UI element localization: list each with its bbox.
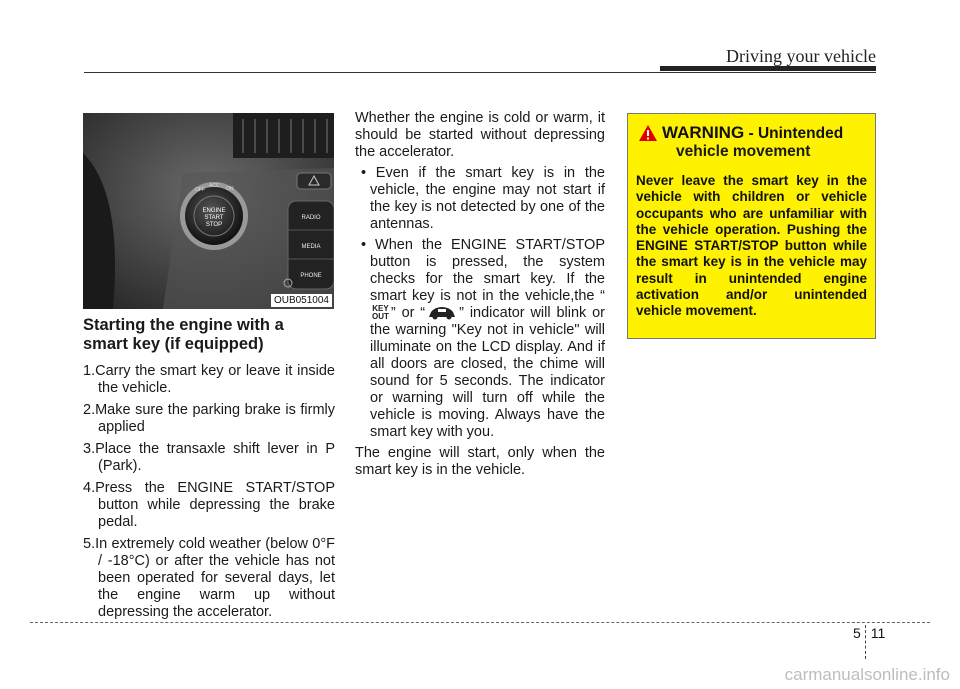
- page-number-separator: [865, 625, 867, 659]
- warning-title-rest: - Unintended: [744, 125, 844, 142]
- ignition-label-off: OFF: [195, 187, 205, 193]
- bullet-antenna: • Even if the smart key is in the vehicle, the engine may not start if the key is not detected by one of the antennas.: [361, 165, 605, 232]
- step-2: 2.Make sure the parking brake is firmly applied: [83, 402, 335, 435]
- bullet-key-check-text-c: ” indicator will blink or the warning "Key not in vehicle" will illuminate on the LCD display. And if all doors are closed, the chime will sound for 5 seconds. The indicator or warning will turn off while the vehicle is moving. Always have the smart key with you.: [370, 305, 606, 440]
- section-heading: [83, 316, 335, 354]
- bullet-key-check-text-a: • When the ENGINE START/STOP button is pressed, the system checks for the smart key. If the smart key is not in the vehicle,the “: [361, 237, 605, 304]
- start-notes-column: [355, 110, 605, 483]
- footer-rule: [30, 622, 930, 623]
- bullet-key-check: [355, 237, 605, 441]
- heading-line-1: Starting the engine with a: [83, 316, 284, 334]
- warning-body: Never leave the smart key in the vehicle with children or vehicle occupants who are unfamiliar with the vehicle operation. Pushing the ENGINE START/STOP button while the smart key is in the vehicle may result in unintended engine activation and/or unintended vehicle movement.: [636, 173, 867, 319]
- header-rule-accent: [660, 66, 876, 71]
- key-out-icon-bottom: OUT: [372, 312, 389, 322]
- step-1: 1.Carry the smart key or leave it inside the vehicle.: [83, 363, 335, 396]
- side-button-phone: PHONE: [300, 273, 322, 279]
- button-label-start: START: [204, 215, 224, 221]
- step-3: 3.Place the transaxle shift lever in P (Park).: [83, 441, 335, 474]
- bullet-key-check-text-b: ” or “: [390, 305, 426, 321]
- button-label-engine: ENGINE: [202, 208, 226, 214]
- ignition-label-acc: ACC: [209, 183, 220, 189]
- page-number-value: 11: [870, 625, 886, 641]
- photo-code: OUB051004: [271, 294, 332, 307]
- warning-title: [636, 124, 867, 143]
- header-rule: [84, 72, 876, 73]
- dashboard-illustration: [83, 113, 334, 309]
- section-header-title: Driving your vehicle: [726, 46, 876, 66]
- warning-label: WARNING: [662, 123, 745, 142]
- key-out-icon: [372, 305, 389, 321]
- heading-line-2: smart key (if equipped): [83, 335, 264, 353]
- key-out-icon-top: KEY: [372, 304, 389, 314]
- chapter-number: 5: [853, 625, 861, 641]
- car-key-indicator-icon: [427, 305, 457, 321]
- warning-title-line-2: vehicle movement: [676, 143, 811, 160]
- ignition-label-on: ON: [226, 186, 234, 192]
- step-4: 4.Press the ENGINE START/STOP button while depressing the brake pedal.: [83, 480, 335, 530]
- warning-triangle-icon: [638, 124, 658, 142]
- start-procedure-section: [83, 316, 335, 626]
- step-5: 5.In extremely cold weather (below 0°F / -18°C) or after the vehicle has not been operated for several days, let the engine warm up without depressing the accelerator.: [83, 536, 335, 620]
- page-number: [853, 625, 885, 659]
- warning-box: [627, 113, 876, 339]
- side-button-radio: RADIO: [301, 215, 321, 221]
- engine-start-button-photo: [83, 113, 334, 309]
- outro-paragraph: The engine will start, only when the smart key is in the vehicle.: [355, 445, 605, 478]
- intro-paragraph: Whether the engine is cold or warm, it should be started without depressing the accelerator.: [355, 110, 605, 160]
- watermark: carmanualsonline.info: [784, 665, 950, 684]
- side-button-media: MEDIA: [301, 244, 321, 250]
- button-label-stop: STOP: [205, 222, 223, 228]
